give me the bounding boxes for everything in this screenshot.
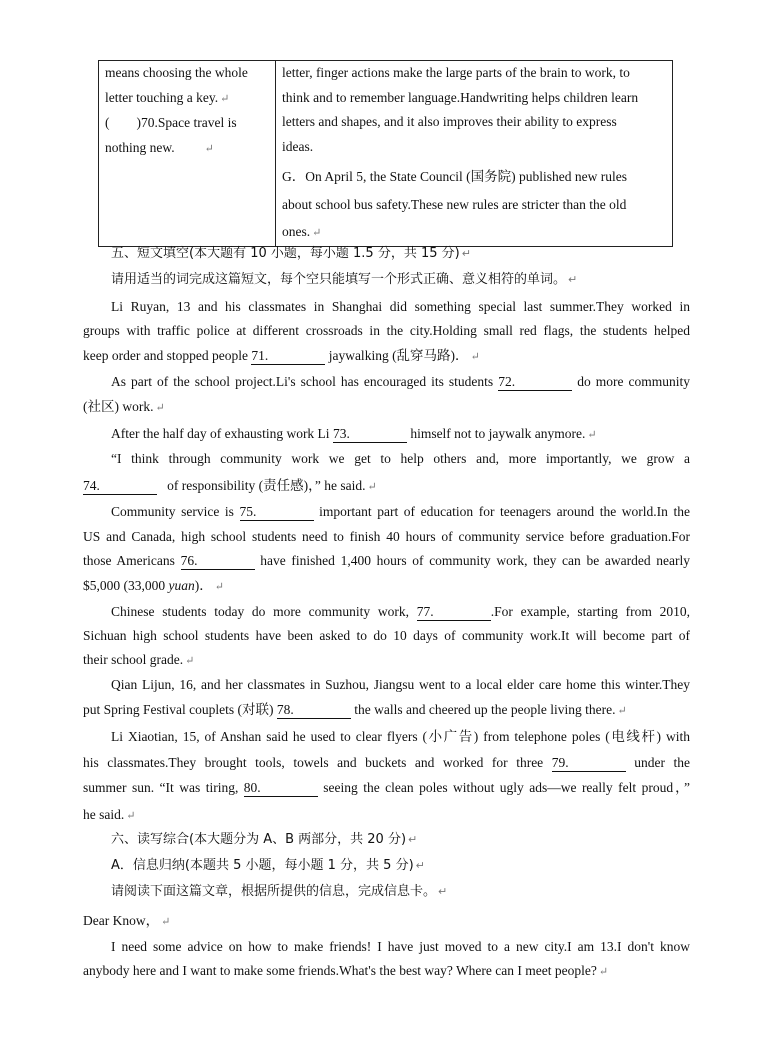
paragraph-mark-icon: ↵ [204, 142, 214, 155]
blank-76[interactable]: 76. [181, 553, 255, 570]
passage-line: Li Xiaotian, 15, of Anshan said he used to clear flyers (小广告) from telephone poles (电线杆) with [111, 729, 690, 744]
paragraph-mark-icon: ↵ [312, 227, 322, 239]
passage-line: their school grade. ↵ [83, 652, 195, 667]
passage-line: his classmates.They brought tools, towels and buckets and worked for three 79. under the [83, 755, 691, 770]
table-right-line: think and to remember language.Handwriting helps children learn [282, 89, 639, 105]
letter-greeting: Dear Know， ↵ [83, 913, 171, 928]
passage-line: groups with traffic police at different crossroads in the city.Holding small red flags, the students helped [83, 323, 690, 338]
blank-73[interactable]: 73. [333, 426, 407, 443]
passage-line: Chinese students today do more community work, 77. .For example, starting from 2010, [111, 604, 691, 619]
passage-line: “I think through community work we get to help others and, more importantly, we grow a [111, 451, 690, 466]
section-6-heading: 六、读写综合(本大题分为 A、B 两部分，共 20 分) ↵ [111, 832, 418, 847]
blank-74[interactable]: 74. [83, 478, 157, 495]
passage-line: Qian Lijun, 16, and her classmates in Suzhou, Jiangsu went to a local elder care home this winter.They [111, 677, 690, 692]
passage-line: 74. of responsibility (责任感)，” he said. ↵ [83, 478, 377, 493]
section-5-heading: 五、短文填空(本大题有 10 小题，每小题 1.5 分，共 15 分) ↵ [111, 246, 471, 261]
table-left-line: letter touching a key. ↵ [105, 89, 230, 105]
blank-75[interactable]: 75. [240, 504, 314, 521]
passage-line: Li Ruyan, 13 and his classmates in Shanghai did something special last summer.They worked in [111, 299, 690, 314]
option-g-line: G．On April 5, the State Council (国务院) published new rules [282, 169, 627, 184]
passage-line: keep order and stopped people 71. jaywalking (乱穿马路)． ↵ [83, 348, 480, 363]
section-5-instruction: 请用适当的词完成这篇短文，每个空只能填写一个形式正确、意义相符的单词。 ↵ [111, 272, 578, 287]
section-6a-heading: A．信息归纳(本题共 5 小题，每小题 1 分，共 5 分) ↵ [111, 858, 425, 873]
letter-line: anybody here and I want to make some friends.What's the best way? Where can I meet people? ↵ [83, 963, 609, 978]
letter-line: I need some advice on how to make friends! I have just moved to a new city.I am 13.I don't know [111, 939, 690, 954]
passage-line: summer sun. “It was tiring, 80. seeing the clean poles without ugly ads—we really felt proud，” [83, 780, 690, 795]
passage-line: he said. ↵ [83, 807, 136, 822]
table-right-line: ideas. [282, 138, 314, 154]
question-70: ( )70.Space travel is [105, 115, 237, 130]
passage-line: US and Canada, high school students need to finish 40 hours of community service before graduation.For [83, 529, 690, 544]
passage-line: $5,000 (33,000 yuan)． ↵ [83, 578, 224, 593]
blank-79[interactable]: 79. [552, 755, 626, 772]
option-g-line: ones. ↵ [282, 224, 322, 239]
table-left-cell [99, 61, 276, 247]
blank-80[interactable]: 80. [244, 780, 318, 797]
table-right-line: letter, finger actions make the large parts of the brain to work, to [282, 65, 630, 80]
blank-72[interactable]: 72. [498, 374, 572, 391]
passage-line: those Americans 76. have finished 1,400 hours of community work, they can be awarded nearly [83, 553, 690, 568]
option-g-line: about school bus safety.These new rules are stricter than the old [282, 197, 627, 212]
section-6-instruction: 请阅读下面这篇文章，根据所提供的信息，完成信息卡。 ↵ [111, 884, 448, 899]
blank-78[interactable]: 78. [277, 702, 351, 719]
blank-71[interactable]: 71. [251, 348, 325, 365]
passage-line: Sichuan high school students have been asked to do 10 days of community work.It will become part of [83, 628, 690, 643]
blank-77[interactable]: 77. [417, 604, 491, 621]
passage-line: After the half day of exhausting work Li 73. himself not to jaywalk anymore. ↵ [111, 426, 597, 441]
table-right-cell [276, 61, 673, 247]
passage-line: As part of the school project.Li's school has encouraged its students 72. do more community [111, 374, 690, 389]
table-left-line: nothing new. ↵ [105, 139, 214, 155]
passage-line: Community service is 75. important part of education for teenagers around the world.In the [111, 504, 690, 519]
table-right-line: letters and shapes, and it also improves their ability to express [282, 114, 617, 129]
paragraph-mark-icon: ↵ [220, 92, 230, 105]
passage-line: (社区) work. ↵ [83, 399, 165, 414]
matching-table [98, 60, 673, 247]
passage-line: put Spring Festival couplets (对联) 78. the walls and cheered up the people living there. ↵ [83, 702, 627, 717]
table-left-line: means choosing the whole [105, 65, 248, 80]
